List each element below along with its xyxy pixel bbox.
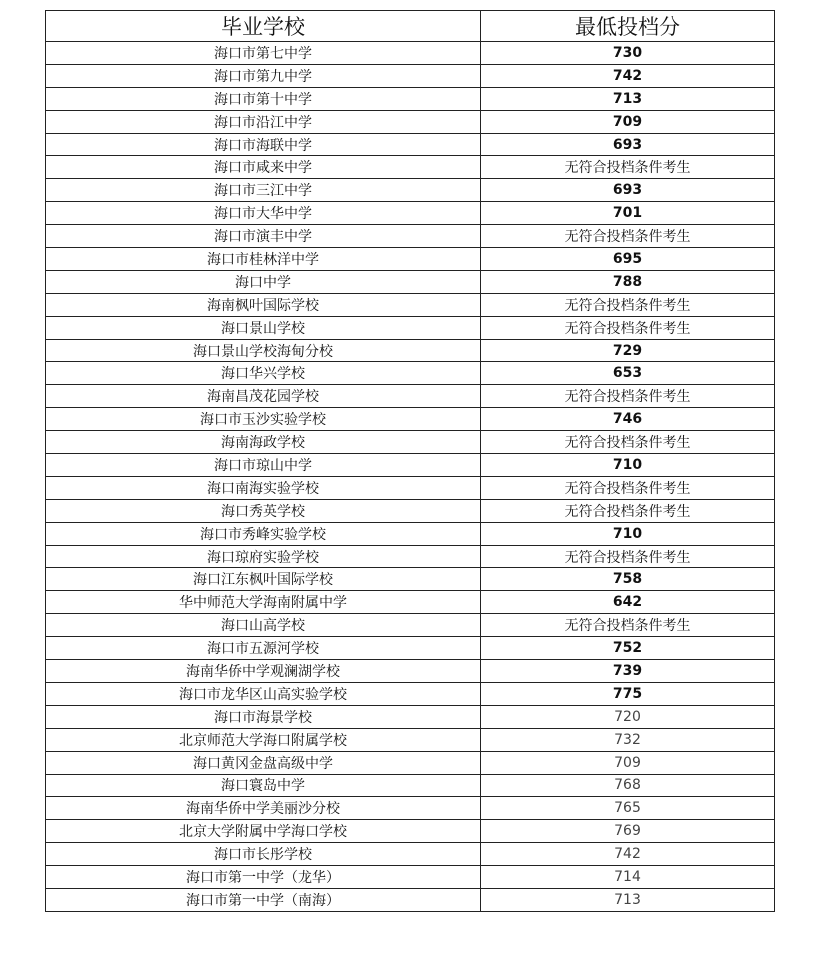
table-row	[46, 774, 775, 797]
table-row	[46, 156, 775, 179]
min-score-cell: 752	[481, 637, 775, 660]
school-name-cell: 海口市大华中学	[46, 202, 481, 225]
min-score-cell: 758	[481, 568, 775, 591]
school-name-cell: 北京大学附属中学海口学校	[46, 820, 481, 843]
school-name-cell: 海口市第一中学（龙华）	[46, 866, 481, 889]
min-score-cell: 无符合投档条件考生	[481, 293, 775, 316]
min-score-cell: 无符合投档条件考生	[481, 431, 775, 454]
min-score-cell: 无符合投档条件考生	[481, 545, 775, 568]
min-score-cell: 653	[481, 362, 775, 385]
table-row	[46, 614, 775, 637]
table-row	[46, 293, 775, 316]
school-name-cell: 海口市龙华区山高实验学校	[46, 682, 481, 705]
school-name-cell: 海南枫叶国际学校	[46, 293, 481, 316]
table-header-row	[46, 11, 775, 42]
min-score-cell: 710	[481, 454, 775, 477]
min-score-cell: 无符合投档条件考生	[481, 156, 775, 179]
school-name-cell: 海口市第九中学	[46, 64, 481, 87]
min-score-cell: 无符合投档条件考生	[481, 385, 775, 408]
min-score-cell: 无符合投档条件考生	[481, 614, 775, 637]
school-name-cell: 海南华侨中学美丽沙分校	[46, 797, 481, 820]
school-name-cell: 海南海政学校	[46, 431, 481, 454]
school-name-cell: 海口寰岛中学	[46, 774, 481, 797]
school-name-cell: 海口江东枫叶国际学校	[46, 568, 481, 591]
min-score-cell: 739	[481, 660, 775, 683]
table-row	[46, 179, 775, 202]
min-score-cell: 720	[481, 705, 775, 728]
min-score-cell: 693	[481, 179, 775, 202]
table-body	[46, 42, 775, 912]
header-score: 最低投档分	[481, 11, 775, 42]
min-score-cell: 732	[481, 728, 775, 751]
table-row	[46, 660, 775, 683]
table-row	[46, 385, 775, 408]
school-name-cell: 海口市五源河学校	[46, 637, 481, 660]
min-score-cell: 775	[481, 682, 775, 705]
min-score-cell: 742	[481, 843, 775, 866]
table-row	[46, 499, 775, 522]
table-row	[46, 248, 775, 271]
school-name-cell: 海口黄冈金盘高级中学	[46, 751, 481, 774]
school-name-cell: 海口市演丰中学	[46, 225, 481, 248]
min-score-cell: 无符合投档条件考生	[481, 499, 775, 522]
school-name-cell: 海口市长彤学校	[46, 843, 481, 866]
school-name-cell: 海口华兴学校	[46, 362, 481, 385]
school-name-cell: 北京师范大学海口附属学校	[46, 728, 481, 751]
min-score-cell: 695	[481, 248, 775, 271]
table-row	[46, 888, 775, 911]
min-score-cell: 无符合投档条件考生	[481, 225, 775, 248]
table-row	[46, 225, 775, 248]
table-row	[46, 431, 775, 454]
table-row	[46, 202, 775, 225]
min-score-cell: 713	[481, 87, 775, 110]
table-row	[46, 866, 775, 889]
table-row	[46, 591, 775, 614]
table-row	[46, 362, 775, 385]
table-row	[46, 682, 775, 705]
min-score-cell: 710	[481, 522, 775, 545]
school-name-cell: 海南昌茂花园学校	[46, 385, 481, 408]
table-row	[46, 133, 775, 156]
min-score-cell: 769	[481, 820, 775, 843]
school-name-cell: 海口市玉沙实验学校	[46, 408, 481, 431]
table-row	[46, 339, 775, 362]
school-name-cell: 海口市沿江中学	[46, 110, 481, 133]
table-row	[46, 522, 775, 545]
table-row	[46, 843, 775, 866]
school-name-cell: 海口南海实验学校	[46, 476, 481, 499]
table-row	[46, 454, 775, 477]
school-name-cell: 海口市桂林洋中学	[46, 248, 481, 271]
min-score-cell: 709	[481, 751, 775, 774]
min-score-cell: 746	[481, 408, 775, 431]
school-name-cell: 海口市海景学校	[46, 705, 481, 728]
min-score-cell: 693	[481, 133, 775, 156]
school-name-cell: 海口中学	[46, 270, 481, 293]
min-score-cell: 709	[481, 110, 775, 133]
table-row	[46, 476, 775, 499]
min-score-cell: 730	[481, 42, 775, 65]
min-score-cell: 713	[481, 888, 775, 911]
table-row	[46, 545, 775, 568]
min-score-cell: 765	[481, 797, 775, 820]
table-row	[46, 568, 775, 591]
min-score-cell: 701	[481, 202, 775, 225]
table-row	[46, 64, 775, 87]
table-row	[46, 42, 775, 65]
min-score-cell: 768	[481, 774, 775, 797]
min-score-cell: 729	[481, 339, 775, 362]
school-name-cell: 海口市三江中学	[46, 179, 481, 202]
school-name-cell: 华中师范大学海南附属中学	[46, 591, 481, 614]
school-name-cell: 海口市秀峰实验学校	[46, 522, 481, 545]
min-score-cell: 无符合投档条件考生	[481, 316, 775, 339]
table-row	[46, 316, 775, 339]
min-score-cell: 788	[481, 270, 775, 293]
school-name-cell: 海口秀英学校	[46, 499, 481, 522]
table-row	[46, 110, 775, 133]
table-row	[46, 705, 775, 728]
table-row	[46, 637, 775, 660]
school-name-cell: 海口市海联中学	[46, 133, 481, 156]
header-school: 毕业学校	[46, 11, 481, 42]
min-score-cell: 742	[481, 64, 775, 87]
admission-score-table	[45, 10, 775, 912]
table-row	[46, 797, 775, 820]
school-name-cell: 海口市第七中学	[46, 42, 481, 65]
school-name-cell: 海南华侨中学观澜湖学校	[46, 660, 481, 683]
school-name-cell: 海口市第一中学（南海）	[46, 888, 481, 911]
table-row	[46, 820, 775, 843]
school-name-cell: 海口山高学校	[46, 614, 481, 637]
table-row	[46, 751, 775, 774]
school-name-cell: 海口市咸来中学	[46, 156, 481, 179]
min-score-cell: 无符合投档条件考生	[481, 476, 775, 499]
school-name-cell: 海口市琼山中学	[46, 454, 481, 477]
min-score-cell: 642	[481, 591, 775, 614]
table-row	[46, 728, 775, 751]
table-row	[46, 408, 775, 431]
table-row	[46, 270, 775, 293]
school-name-cell: 海口景山学校海甸分校	[46, 339, 481, 362]
school-name-cell: 海口景山学校	[46, 316, 481, 339]
school-name-cell: 海口市第十中学	[46, 87, 481, 110]
min-score-cell: 714	[481, 866, 775, 889]
table-row	[46, 87, 775, 110]
school-name-cell: 海口琼府实验学校	[46, 545, 481, 568]
